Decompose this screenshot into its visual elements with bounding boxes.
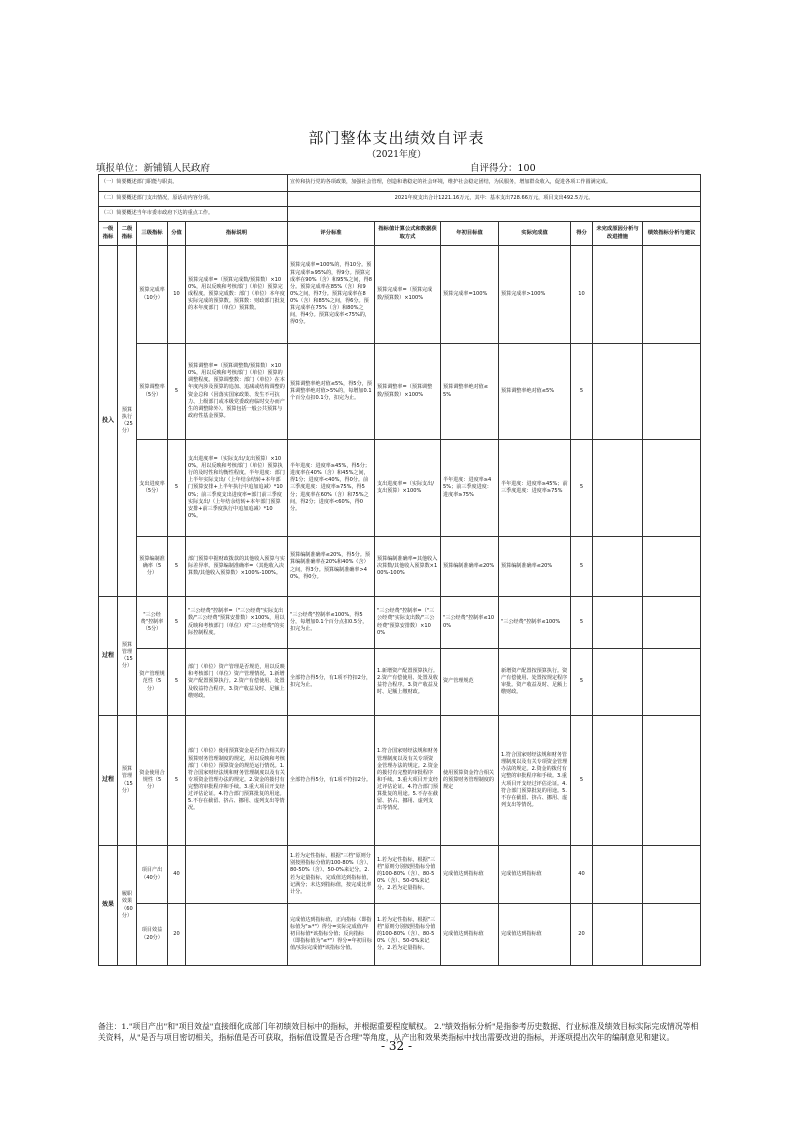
info-content (288, 207, 701, 222)
standard-cell: 预算完成率=100%的，得10分。预算完成率≥95%的，得9分。预算完成率在90%（含）和95%之间，得8分。预算完成率在85%（含）和90%之间，得7分。预算完成率在80%（含）和85%之间，得6分。预算完成率在75%（含）和80%之间，得4分。预算完成率<75%的，得0分。 (288, 246, 375, 344)
actual-cell: 预算编制准确率≤20% (499, 537, 571, 597)
formula-cell: 预算编制准确率=其他收入决算数/其他收入预算数×100%-100% (375, 537, 441, 597)
info-label: （二）简要概述部门支出情况，原话动内容分项。 (99, 192, 288, 207)
header-cell: 评分标准 (288, 222, 375, 246)
level3-cell: 预算完成率（10分） (137, 246, 168, 344)
level1-cell: 投入 (99, 246, 118, 597)
actual-cell: 预算调整率绝对值≤5% (499, 344, 571, 440)
got-score-cell: 40 (571, 846, 593, 904)
formula-cell: 1.符合国家财经法规和财务管理制度以及有关专项资金管理办法的规定。2.资金的拨付有完整的审批程序和手续。3.重大项目开支经过评估论证。4.符合部门预算批复的用途。5.不存在截留、挤占、挪用、虚列支出等情况。 (375, 716, 441, 846)
score-cell: 5 (168, 597, 186, 649)
reason-cell (593, 344, 643, 440)
advice-cell (643, 344, 701, 440)
level3-cell: "三公经费"控制率（5分） (137, 597, 168, 649)
reason-cell (593, 537, 643, 597)
header-row (99, 222, 701, 246)
desc-cell (186, 904, 288, 966)
got-score-cell: 5 (571, 649, 593, 716)
info-row (99, 192, 701, 207)
info-row (99, 175, 701, 192)
desc-cell: 支出进度率=（实际支出/支出预算）×100%，用以反映和考核部门（单位）预算执行的及时性和均衡性程度。半年进度：部门上半年实际支出/（上年结余结转+本年部门预算安排+上半年执行中追加追减）*100%；前三季度支出进度率=部门前三季度实际支出/（上年结余结转+本年部门预算安排+前三季度执行中追加追减）*100%。 (186, 440, 288, 537)
reason-cell (593, 597, 643, 649)
reason-cell (593, 846, 643, 904)
table-row (99, 537, 701, 597)
level2-cell: 履职效果（60分） (118, 846, 137, 966)
header-cell: 未完成原因分析与改进措施 (593, 222, 643, 246)
page-number: - 32 - (380, 1039, 412, 1053)
table-row (99, 246, 701, 344)
level3-cell: 项目产出（40分） (137, 846, 168, 904)
table-row (99, 344, 701, 440)
score-cell: 5 (168, 440, 186, 537)
standard-cell: 完成值达到指标值，正向指标（即指标值为"≥*"）得分=实际完成值/年初目标值*该指标分值；反向指标（即指标值为"≤*"）得分=年初目标值/实际完成值*该指标分值。 (288, 904, 375, 966)
score-cell: 5 (168, 537, 186, 597)
level2-cell: 预算执行（25分） (118, 246, 137, 597)
table-row (99, 440, 701, 537)
score-cell: 5 (168, 716, 186, 846)
level1-cell: 效果 (99, 846, 118, 966)
header-cell: 指标说明 (186, 222, 288, 246)
level3-cell: 项目效益（20分） (137, 904, 168, 966)
desc-cell: "三公经费"控制率=（"三公经费"实际支出数/"三公经费"预算安排数）×100%，用以反映和考核部门（单位）对"三公经费"的实际控制程度。 (186, 597, 288, 649)
formula-cell: "三公经费"控制率=（"三公经费"实际支出数/"三公经费"预算安排数）×100% (375, 597, 441, 649)
info-content: 2021年度支出合计1221.16万元，其中：基本支出728.66万元，项目支出492.5万元。 (288, 192, 701, 207)
header-cell: 得分 (571, 222, 593, 246)
desc-cell: 预算调整率=（预算调整数/预算数）×100%，用以反映和考核部门（单位）预算的调整程度。预算调整数：部门（单位）在本年度内涉及预算的追加、追减或结构调整的资金总和（因落实国家政策、发生不可抗力、上级部门或本级党委政府临时交办而产生的调整除外）。预算包括一般公共预算与政府性基金预算。 (186, 344, 288, 440)
got-score-cell: 5 (571, 344, 593, 440)
table-row (99, 846, 701, 904)
advice-cell (643, 846, 701, 904)
desc-cell: 预算完成率=（预算完成数/预算数）×100%，用以反映和考核部门（单位）预算完成程度。预算完成数：部门（单位）本年度实际完成的预算数。预算数：财政部门批复的本年度部门（单位）预算数。 (186, 246, 288, 344)
level3-cell: 资产管理规范性（5分） (137, 649, 168, 716)
page-title: 部门整体支出绩效自评表 (308, 129, 485, 147)
got-score-cell: 20 (571, 904, 593, 966)
score-cell: 5 (168, 649, 186, 716)
got-score-cell: 5 (571, 597, 593, 649)
actual-cell: 预算完成率>100% (499, 246, 571, 344)
level1-cell: 过程 (99, 597, 118, 716)
self-score: 自评得分：100 (470, 163, 536, 174)
got-score-cell: 5 (571, 537, 593, 597)
table-row (99, 597, 701, 649)
actual-cell: 完成值达到指标值 (499, 846, 571, 904)
formula-cell: 1.新增资产配置预算执行。2.资产有偿使用、处置及收益符合程序。3.资产收益及时、足额上缴财政。 (375, 649, 441, 716)
advice-cell (643, 716, 701, 846)
target-cell: 完成值达到指标值 (441, 904, 499, 966)
evaluation-table (98, 174, 701, 966)
actual-cell: 1.符合国家财经法规和财务管理制度以及有关专项资金管理办法的规定。2.资金的拨付有完整的审批程序和手续。3.重大项目开支经过评估论证。4.符合部门预算批复的用途。5.不存在截留、挤占、挪用、虚列支出等情况。 (499, 716, 571, 846)
level3-cell: 预算编制准确率（5分） (137, 537, 168, 597)
header-cell: 实际完成值 (499, 222, 571, 246)
standard-cell: 全部符合得5分，有1项不符扣2分，扣完为止。 (288, 649, 375, 716)
table-row (99, 716, 701, 846)
level3-cell: 支出进度率（5分） (137, 440, 168, 537)
info-label: （一）简要概述部门职能与职责。 (99, 175, 288, 192)
score-cell: 5 (168, 344, 186, 440)
target-cell: 完成值达到指标值 (441, 846, 499, 904)
score-cell: 20 (168, 904, 186, 966)
info-row (99, 207, 701, 222)
formula-cell: 支出进度率=（实际支出/支出预算）×100% (375, 440, 441, 537)
level2-cell: 预算管理（15分） (118, 597, 137, 716)
desc-cell: 部门（单位）使用预算资金是否符合相关的预算财务管理制度的规定，用以反映和考核部门（单位）预算资金的规范运行情况。1.符合国家财经法规和财务管理制度以及有关专项资金管理办法的规定。2.资金的拨付有完整的审批程序和手续。3.重大项目开支经过评估论证。4.符合部门预算批复的用途。5.不存在截留、挤占、挪用、虚列支出等情况。 (186, 716, 288, 846)
header-cell: 年初目标值 (441, 222, 499, 246)
advice-cell (643, 537, 701, 597)
advice-cell (643, 246, 701, 344)
header-cell: 一级指标 (99, 222, 118, 246)
target-cell: 预算编制准确率≤20% (441, 537, 499, 597)
target-cell: "三公经费"控制率≤100% (441, 597, 499, 649)
standard-cell: 1.若为定性指标，根据"三档"原则分别按照指标分值的100-80%（含）、80-50%（含）、50-0%来记分。2.若为定量指标，完成值达到指标值，记满分；未达到指标值，按完成比率计分。 (288, 846, 375, 904)
reporting-unit: 填报单位：新铺镇人民政府 (96, 163, 211, 174)
reason-cell (593, 649, 643, 716)
desc-cell (186, 846, 288, 904)
header-cell: 三级指标 (137, 222, 168, 246)
target-cell: 半年进度：进度率≥45%；前三季度进度：进度率≥75% (441, 440, 499, 537)
desc-cell: 部门（单位）资产管理是否规范，用以反映和考核部门（单位）资产管理情况。1.新增资产配置预算执行。2.资产有偿使用、处置及收益符合程序。3.资产收益及时、足额上缴财政。 (186, 649, 288, 716)
desc-cell: 部门预算中据财政拨款的其他收入预算与实际差异率。预算编制准确率=（其他收入决算数/其他收入预算数）×100%-100%。 (186, 537, 288, 597)
score-cell: 40 (168, 846, 186, 904)
standard-cell: 预算编制准确率≤20%，得5分。预算编制准确率在20%和40%（含）之间，得3分。预算编制准确率>40%，得0分。 (288, 537, 375, 597)
actual-cell: 新增资产配置按预算执行。资产有偿使用、处置按规定程序审批。资产收益及时、足额上缴财政。 (499, 649, 571, 716)
reason-cell (593, 440, 643, 537)
target-cell: 资产管理规范 (441, 649, 499, 716)
header-cell: 指标值计算公式和数据获取方式 (375, 222, 441, 246)
got-score-cell: 10 (571, 246, 593, 344)
table-row (99, 904, 701, 966)
actual-cell: "三公经费"控制率≤100% (499, 597, 571, 649)
advice-cell (643, 649, 701, 716)
got-score-cell: 5 (571, 716, 593, 846)
score-cell: 10 (168, 246, 186, 344)
formula-cell: 预算调整率=（预算调整数/预算数）×100% (375, 344, 441, 440)
formula-cell: 1.若为定性指标，根据"三档"原则分别按照指标分值的100-80%（含）、80-50%（含）、50-0%来记分。2.若为定量指标。 (375, 846, 441, 904)
table-row (99, 649, 701, 716)
target-cell: 预算调整率绝对值≤5% (441, 344, 499, 440)
table-notes: 备注：1."项目产出"和"项目效益"直接细化成部门年初绩效目标中的指标，并根据重要程度赋权。 2."绩效指标分析"是指参考历史数据、行业标准及绩效目标实际完成情况等相关资料，从"是否与项目密切相关，指标值是否可获取，指标值设置是否合理"等角度，从产出和效果类指标中找出需要改进的指标，并逐项提出次年的编制意见和建议。 (98, 1022, 699, 1043)
info-label: （三）简要概述当年市委市政府下达的重点工作。 (99, 207, 288, 222)
level3-cell: 资金使用合规性（5分） (137, 716, 168, 846)
page-subtitle: （2021年度） (367, 150, 426, 160)
standard-cell: 全部符合得5分，有1项不符扣2分。 (288, 716, 375, 846)
advice-cell (643, 440, 701, 537)
reason-cell (593, 716, 643, 846)
actual-cell: 完成值达到指标值 (499, 904, 571, 966)
info-content: 宣传和执行党的各项政策，加强社会管理，创造和谐稳定的社会环境，维护社会稳定团结，为民服务，增加群众收入，促进各项工作圆满完成。 (288, 175, 701, 192)
level1-cell: 过程 (99, 716, 118, 846)
formula-cell: 1.若为定性指标，根据"三档"原则分别按照指标分值的100-80%（含）、80-50%（含）、50-0%来记分。2.若为定量指标。 (375, 904, 441, 966)
target-cell: 使用预算资金符合相关的预算财务管理制度的规定 (441, 716, 499, 846)
level2-cell: 预算管理（15分） (118, 716, 137, 846)
got-score-cell: 5 (571, 440, 593, 537)
level3-cell: 预算调整率（5分） (137, 344, 168, 440)
advice-cell (643, 597, 701, 649)
standard-cell: "三公经费"控制率≤100%，得5分，每增加0.1个百分点扣0.5分，扣完为止。 (288, 597, 375, 649)
reason-cell (593, 904, 643, 966)
standard-cell: 预算调整率绝对值≤5%，得5分，预算调整率绝对值>5%的，每增加0.1个百分点扣0.1分，扣完为止。 (288, 344, 375, 440)
target-cell: 预算完成率=100% (441, 246, 499, 344)
header-cell: 二级指标 (118, 222, 137, 246)
standard-cell: 半年进度：进度率≥45%，得5分；进度率在40%（含）和45%之间，得1分；进度率<40%，得0分。前三季度进度：进度率≥75%，得5分；进度率在60%（含）和75%之间，得2分；进度率<60%，得0分。 (288, 440, 375, 537)
header-cell: 绩效指标分析与建议 (643, 222, 701, 246)
header-cell: 分值 (168, 222, 186, 246)
reason-cell (593, 246, 643, 344)
advice-cell (643, 904, 701, 966)
formula-cell: 预算完成率=（预算完成数/预算数）×100% (375, 246, 441, 344)
actual-cell: 半年进度：进度率≥45%；前三季度进度：进度率≥75% (499, 440, 571, 537)
